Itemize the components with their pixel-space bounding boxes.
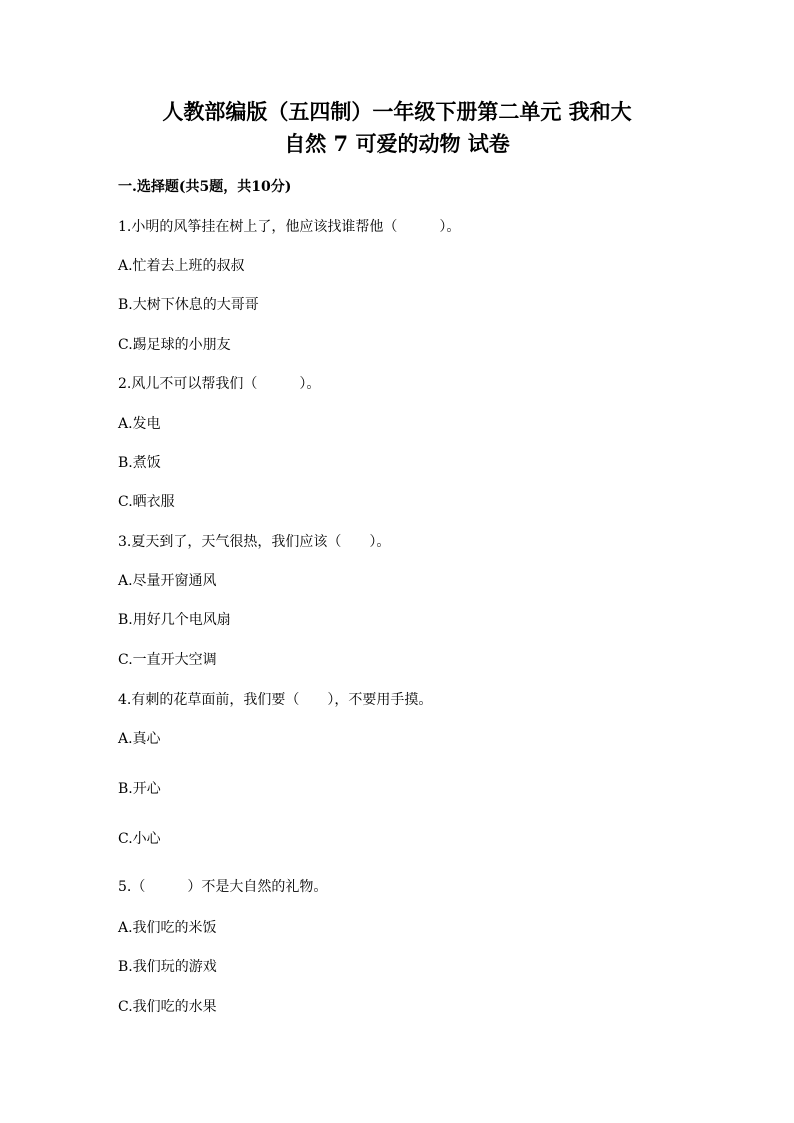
question-1-option-a: A.忙着去上班的叔叔 bbox=[118, 258, 245, 274]
question-3-option-a: A.尽量开窗通风 bbox=[118, 573, 217, 589]
question-5-option-b: B.我们玩的游戏 bbox=[118, 959, 217, 975]
section-heading: 一.选择题(共5题，共10分) bbox=[118, 179, 292, 195]
page-title-line-2: 自然 7 可爱的动物 试卷 bbox=[284, 131, 510, 156]
question-5-stem: 5.（ ）不是大自然的礼物。 bbox=[118, 879, 328, 895]
question-1-stem: 1.小明的风筝挂在树上了，他应该找谁帮他（ ）。 bbox=[118, 219, 461, 235]
question-1-option-b: B.大树下休息的大哥哥 bbox=[118, 297, 259, 313]
question-2-option-c: C.晒衣服 bbox=[118, 494, 175, 510]
question-4-option-b: B.开心 bbox=[118, 781, 161, 797]
page-title-line-1: 人教部编版（五四制）一年级下册第二单元 我和大 bbox=[162, 99, 632, 124]
question-1-option-c: C.踢足球的小朋友 bbox=[118, 337, 231, 353]
question-4-option-a: A.真心 bbox=[118, 731, 161, 747]
question-3-stem: 3.夏天到了，天气很热，我们应该（ ）。 bbox=[118, 534, 391, 550]
question-2-option-b: B.煮饭 bbox=[118, 455, 161, 471]
question-5-option-c: C.我们吃的水果 bbox=[118, 999, 217, 1015]
question-4-stem: 4.有刺的花草面前，我们要（ ），不要用手摸。 bbox=[118, 692, 433, 708]
question-4-option-c: C.小心 bbox=[118, 831, 161, 847]
question-3-option-b: B.用好几个电风扇 bbox=[118, 612, 231, 628]
question-2-option-a: A.发电 bbox=[118, 416, 161, 432]
question-2-stem: 2.风儿不可以帮我们（ ）。 bbox=[118, 376, 321, 392]
question-5-option-a: A.我们吃的米饭 bbox=[118, 920, 217, 936]
question-3-option-c: C.一直开大空调 bbox=[118, 652, 217, 668]
